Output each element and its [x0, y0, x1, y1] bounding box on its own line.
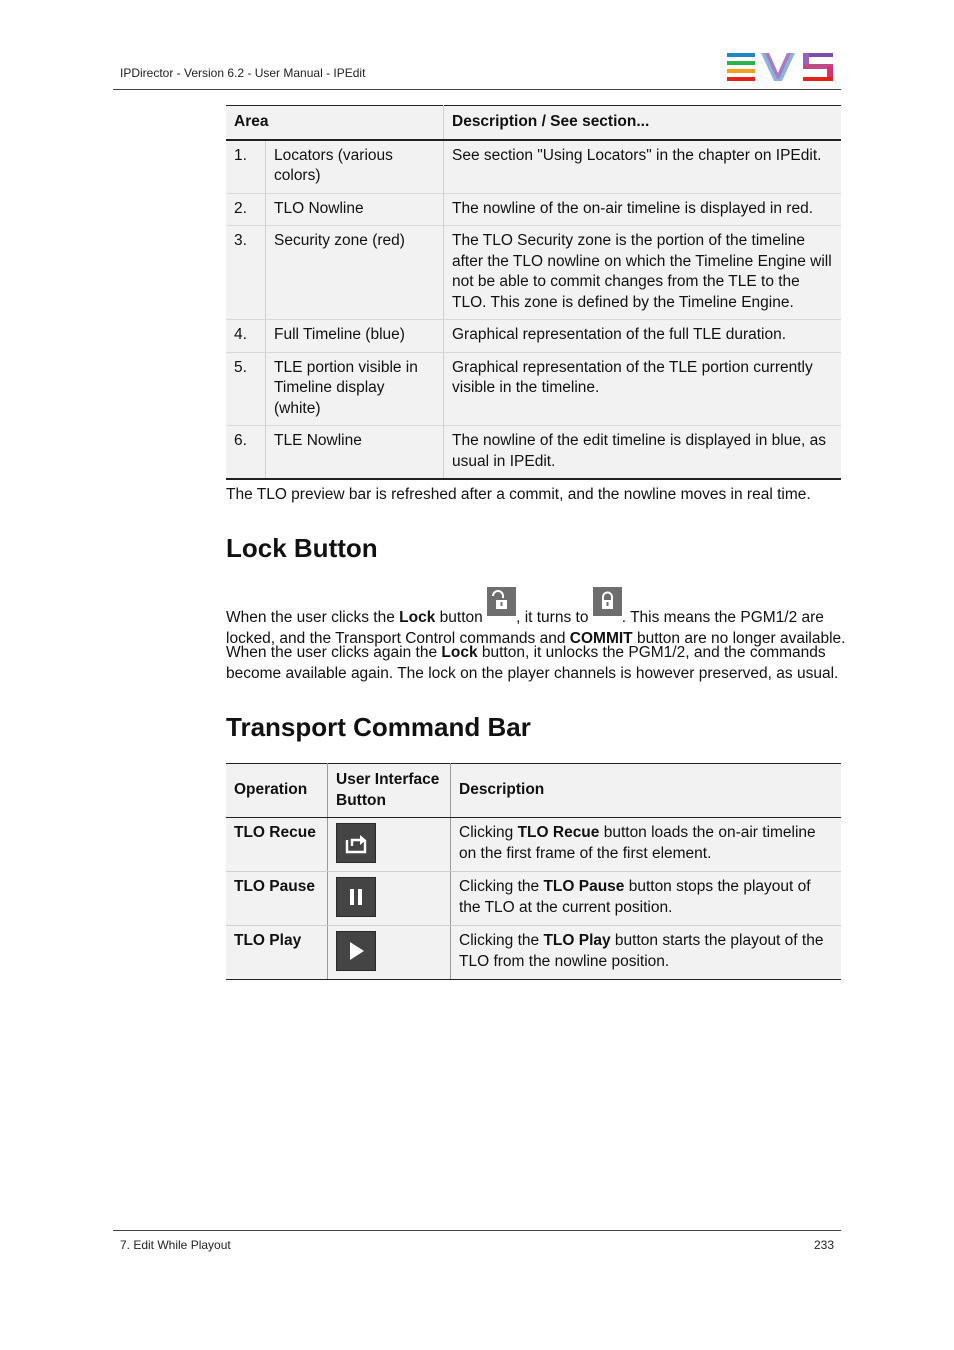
row-number: 3.: [226, 226, 266, 320]
pause-icon: [336, 877, 376, 917]
operation-cell: TLO Pause: [226, 872, 328, 926]
operation-cell: TLO Recue: [226, 818, 328, 872]
area-table: [226, 105, 841, 480]
lock-paragraph-1: [226, 595, 846, 649]
row-description: Graphical representation of the TLE portion currently visible in the timeline.: [444, 352, 842, 426]
table-row: [226, 226, 841, 320]
ui-button-cell: [328, 818, 451, 872]
text: button stops the playout of the TLO at the current position.: [459, 878, 811, 916]
text: button are no longer available.: [632, 629, 846, 647]
operation-header: Operation: [226, 764, 328, 818]
description-cell: [451, 926, 842, 980]
row-area: Locators (various colors): [266, 140, 444, 194]
row-area: TLE Nowline: [266, 426, 444, 480]
row-number: 5.: [226, 352, 266, 426]
row-description: The TLO Security zone is the portion of the timeline after the TLO nowline on which the Timeline Engine will not be able to commit changes from the TLE to the TLO. This zone is defined by the Timeline Engine.: [444, 226, 842, 320]
operation-cell: TLO Play: [226, 926, 328, 980]
bold-commit: COMMIT: [569, 629, 633, 647]
table-row: [226, 140, 841, 194]
text: , it turns to: [516, 609, 593, 626]
text: button: [435, 609, 488, 626]
header-rule: [113, 89, 841, 90]
table-row: [226, 320, 841, 353]
table-row: [226, 352, 841, 426]
ui-button-cell: [328, 926, 451, 980]
row-area: Full Timeline (blue): [266, 320, 444, 353]
ui-button-header: User Interface Button: [328, 764, 451, 818]
footer-rule: [113, 1230, 841, 1231]
row-area: TLE portion visible in Timeline display (white): [266, 352, 444, 426]
lock-paragraph-2: [226, 643, 846, 684]
bold-term: TLO Play: [543, 932, 611, 949]
bold-term: TLO Pause: [543, 878, 625, 895]
bold-lock: Lock: [399, 609, 436, 626]
description-cell: [451, 872, 842, 926]
text: Clicking the: [459, 932, 544, 949]
table-row: [226, 926, 841, 980]
row-description: The nowline of the on-air timeline is displayed in red.: [444, 193, 842, 226]
table-row: [226, 818, 841, 872]
table-row: [226, 426, 841, 480]
text: . This means the PGM1/2 are locked, and the Transport Control commands and: [226, 609, 824, 647]
row-description: Graphical representation of the full TLE duration.: [444, 320, 842, 353]
play-icon: [336, 931, 376, 971]
description-header: Description / See section...: [444, 106, 842, 140]
row-area: TLO Nowline: [266, 193, 444, 226]
table-row: [226, 872, 841, 926]
page-number: 233: [813, 1238, 834, 1252]
text: Clicking: [459, 824, 518, 841]
text: Clicking the: [459, 878, 544, 895]
text: When the user clicks again the: [226, 644, 442, 661]
transport-heading: Transport Command Bar: [226, 712, 531, 742]
row-number: 6.: [226, 426, 266, 480]
text: button loads the on-air timeline on the first frame of the first element.: [459, 824, 816, 862]
preview-note: The TLO preview bar is refreshed after a commit, and the nowline moves in real time.: [226, 486, 811, 503]
ui-button-cell: [328, 872, 451, 926]
row-description: The nowline of the edit timeline is displayed in blue, as usual in IPEdit.: [444, 426, 842, 480]
row-area: Security zone (red): [266, 226, 444, 320]
row-description: See section "Using Locators" in the chapter on IPEdit.: [444, 140, 842, 194]
description-header: Description: [451, 764, 842, 818]
text: When the user clicks the: [226, 609, 400, 626]
lock-button-heading: Lock Button: [226, 533, 378, 563]
transport-table: [226, 763, 841, 980]
area-header: Area: [226, 106, 444, 140]
row-number: 1.: [226, 140, 266, 194]
header-title: IPDirector - Version 6.2 - User Manual - IPEdit: [120, 66, 366, 80]
locked-icon: [593, 587, 622, 616]
recue-icon: [336, 823, 376, 863]
bold-term: TLO Recue: [517, 824, 600, 841]
row-number: 2.: [226, 193, 266, 226]
row-number: 4.: [226, 320, 266, 353]
text: button starts the playout of the TLO from the nowline position.: [459, 932, 824, 970]
unlocked-icon: [487, 587, 516, 616]
table-row: [226, 193, 841, 226]
footer-chapter: 7. Edit While Playout: [120, 1238, 231, 1252]
text: button, it unlocks the PGM1/2, and the commands become available again. The lock on the player channels is however preserved, as usual.: [226, 644, 839, 682]
evs-logo: [727, 53, 833, 81]
bold-lock: Lock: [441, 644, 478, 661]
description-cell: [451, 818, 842, 872]
